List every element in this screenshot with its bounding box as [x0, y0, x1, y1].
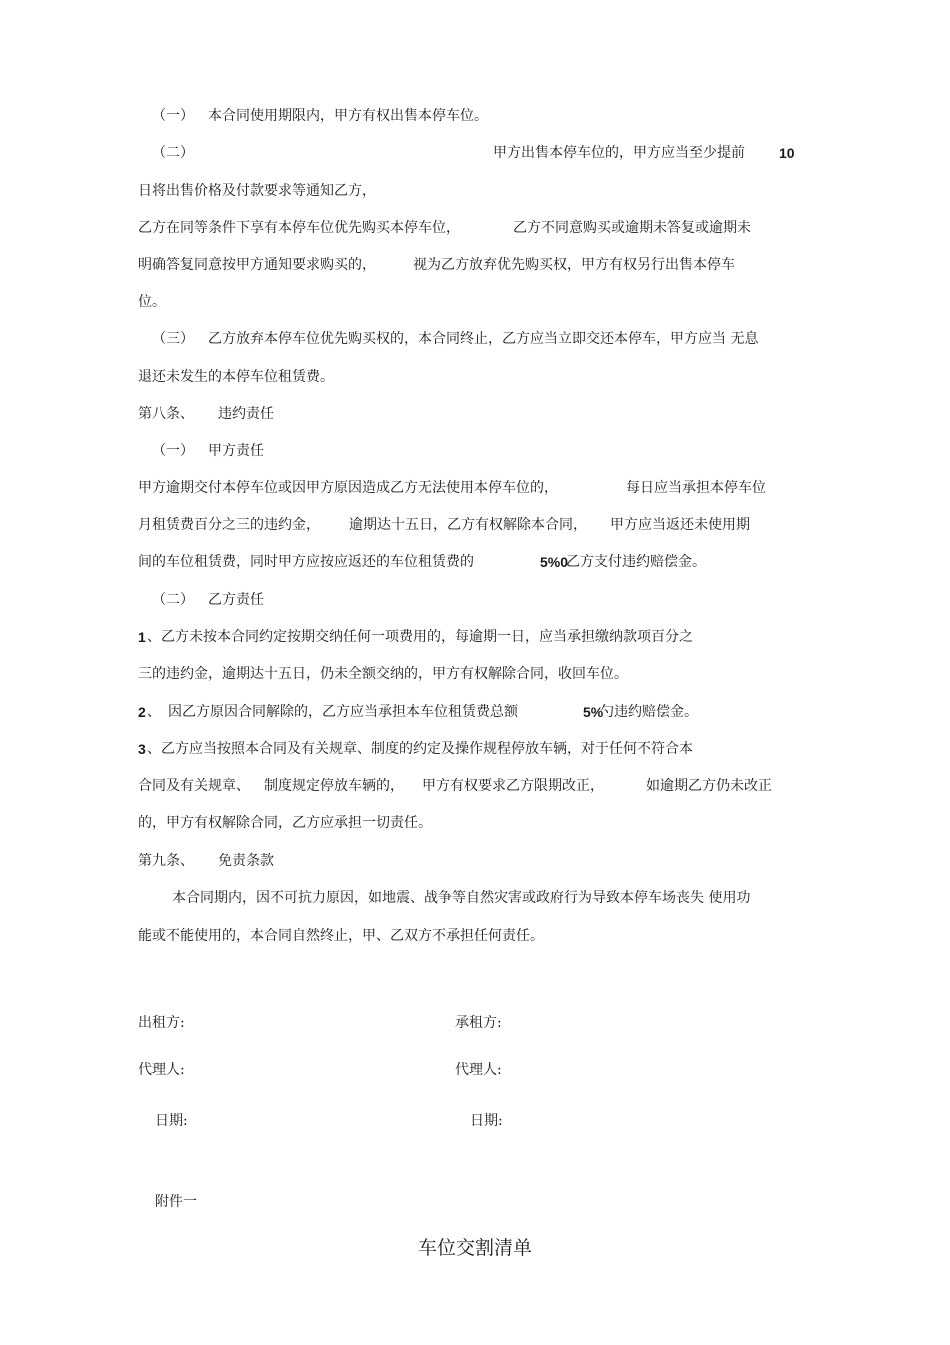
partyB-item2-percent: 5% [583, 704, 604, 720]
partyB-item3-line1: 、乙方应当按照本合同及有关规章、制度的约定及操作规程停放车辆，对于任何不符合本 [147, 741, 693, 757]
partyB-item1-line2: 三的违约金，逾期达十五日，仍未全额交纳的，甲方有权解除合同，收回车位。 [138, 666, 628, 682]
partyB-item3-line2d: 如逾期乙方仍未改正 [646, 778, 772, 794]
article9-title: 免责条款 [218, 853, 274, 869]
item2-label: （二） [152, 145, 194, 161]
partyA-line2a: 月租赁费百分之三的违约金， [138, 517, 320, 533]
partyB-label: （二） [152, 592, 194, 608]
lessee-date-label: 日期: [470, 1113, 503, 1129]
article9-number: 第九条、 [138, 853, 194, 869]
partyB-item3-line3: 的，甲方有权解除合同，乙方应承担一切责任。 [138, 815, 432, 831]
lessee-label: 承租方: [455, 1015, 502, 1031]
item2-text: 甲方出售本停车位的，甲方应当至少提前 [493, 145, 745, 161]
partyA-line2b: 逾期达十五日，乙方有权解除本合同， [349, 517, 587, 533]
lessor-agent-label: 代理人: [138, 1062, 185, 1078]
partyB-title: 乙方责任 [208, 592, 264, 608]
item2-line3a: 乙方在同等条件下享有本停车位优先购买本停车位， [138, 220, 460, 236]
article9-line2: 能或不能使用的，本合同自然终止，甲、乙双方不承担任何责任。 [138, 928, 544, 944]
partyB-item3-line2c: 甲方有权要求乙方限期改正， [422, 778, 604, 794]
item2-line3b: 乙方不同意购买或逾期未答复或逾期未 [513, 220, 751, 236]
partyA-line3-percent: 5%0 [540, 554, 569, 570]
item2-line5: 位。 [138, 294, 166, 310]
partyA-line3a: 间的车位租赁费，同时甲方应按应返还的车位租赁费的 [138, 554, 474, 570]
item2-line4a: 明确答复同意按甲方通知要求购买的， [138, 257, 376, 273]
partyA-line2c: 甲方应当返还未使用期 [610, 517, 750, 533]
article8-number: 第八条、 [138, 406, 194, 422]
partyA-label: （一） [152, 443, 194, 459]
lessor-date-label: 日期: [155, 1113, 188, 1129]
item2-days: 10 [779, 145, 795, 161]
partyB-item2-text: 因乙方原因合同解除的，乙方应当承担本车位租赁费总额 [168, 704, 518, 720]
item2-line2: 日将出售价格及付款要求等通知乙方， [138, 183, 376, 199]
partyB-item1-line1: 、乙方未按本合同约定按期交纳任何一项费用的，每逾期一日，应当承担缴纳款项百分之 [147, 629, 693, 645]
partyA-line1a: 甲方逾期交付本停车位或因甲方原因造成乙方无法使用本停车位的， [138, 480, 558, 496]
article8-title: 违约责任 [218, 406, 274, 422]
item3-line2: 退还未发生的本停车位租赁费。 [138, 369, 334, 385]
item3-label: （三） [152, 331, 194, 347]
partyB-item1-number: 1 [138, 629, 146, 645]
partyB-item2-separator: 、 [147, 704, 161, 720]
article9-line1: 本合同期内，因不可抗力原因，如地震、战争等自然灾害或政府行为导致本停车场丧失 使用功 [172, 890, 751, 906]
partyB-item2-number: 2 [138, 704, 146, 720]
item1-label: （一） [152, 108, 194, 124]
item2-line4b: 视为乙方放弃优先购买权，甲方有权另行出售本停车 [413, 257, 735, 273]
partyB-item3-number: 3 [138, 741, 146, 757]
partyA-title: 甲方责任 [208, 443, 264, 459]
attachment-title: 车位交割清单 [417, 1237, 532, 1259]
partyA-line3b: 乙方支付违约赔偿金。 [566, 554, 706, 570]
lessor-label: 出租方: [138, 1015, 185, 1031]
lessee-agent-label: 代理人: [455, 1062, 502, 1078]
partyB-item3-line2a: 合同及有关规章、 [138, 778, 250, 794]
item1-text: 本合同使用期限内，甲方有权出售本停车位。 [208, 108, 488, 124]
partyB-item2-tail: 勺违约赔偿金。 [600, 704, 698, 720]
partyA-line1b: 每日应当承担本停车位 [626, 480, 766, 496]
item3-line1: 乙方放弃本停车位优先购买权的，本合同终止，乙方应当立即交还本停车，甲方应当 无息 [208, 331, 759, 347]
attachment-label: 附件一 [155, 1194, 197, 1210]
partyB-item3-line2b: 制度规定停放车辆的， [264, 778, 404, 794]
